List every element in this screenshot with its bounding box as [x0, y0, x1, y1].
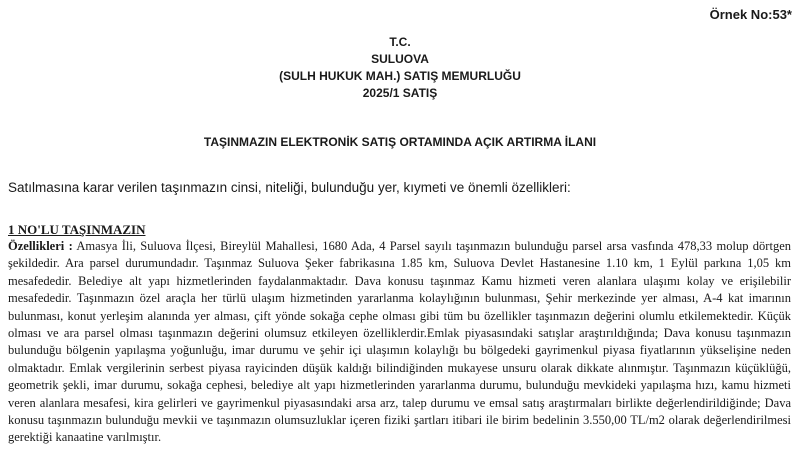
features-text: Amasya İli, Suluova İlçesi, Bireylül Mahallesi, 1680 Ada, 4 Parsel sayılı taşınmazın bulunduğu parsel arsa vasfında 478,33 molup dörtgen şekildedir. Ara parsel durumundadır. Taşınmaz Suluova Şeker fabrikasına 1.85 km, Suluova Devlet Hastanesine 1.10 km, 1 Eylül parkına 1,05 km mesafededir. Belediye alt yapı hizmetlerinden faydalanmaktadır. Dava konusu taşınmaz Kamu hizmeti veren alanlara ulaşımı kolay ve erişilebilir mesafededir. Taşınmazın özel araçla her türlü ulaşım hizmetinden yararlanma kolaylığının bulunması, Şehir merkezinde yer alması, A-4 kat imarının bulunması, konut yerleşim alanında yer alması, çift yönde sokağa cephe olması gibi tüm bu özellikler taşınmazın değerini olumlu etkilemektedir. Küçük olması ve ara parsel olması taşınmazın değerini olumsuz etkileyen özelliklerdir.Emlak piyasasındaki satışlar araştırıldığında; Dava konusu taşınmazın bulunduğu bölgenin yapılaşma yoğunluğu, imar durumu ve şehir içi ulaşımın kolaylığı bu bölgedeki gayrimenkul piyasa fiyatlarının yükselişine neden olmaktadır. Emlak vergilerinin serbest piyasa rayicinden düşük kaldığı bilindiğinden mukayese unsuru olarak dikkate alınmıştır. Taşınmazın küçüklüğü, geometrik şekli, imar durumu, sokağa cephesi, belediye alt yapı hizmetlerinden yararlanma durumu, bulunduğu mevkideki yapılaşma hızı, kamu hizmeti veren alanlara mesafesi, kira gelirleri ve gayrimenkul piyasasındaki arsa arz, talep durumu ve emsal satış araştırmaları birlikte değerlendirildiğinde; Dava konusu taşınmazın bulunduğu mevkii ve taşınmazın olumsuzluklar içeren fiziki şartları itibari ile birim bedelinin 3.550,00 TL/m2 olarak değerlendirilmesi gerektiği kanaatine varılmıştır. — [8, 239, 791, 445]
property-features-paragraph — [8, 238, 791, 447]
property-heading: 1 NO'LU TAŞINMAZIN — [8, 222, 146, 237]
intro-paragraph: Satılmasına karar verilen taşınmazın cinsi, niteliği, bulunduğu yer, kıymeti ve önemli özellikleri: — [8, 180, 571, 195]
example-number: Örnek No:53* — [709, 7, 792, 22]
features-label: Özellikleri : — [8, 239, 73, 253]
document-header — [0, 34, 800, 102]
document-title: TAŞINMAZIN ELEKTRONİK SATIŞ ORTAMINDA AÇIK ARTIRMA İLANI — [203, 135, 597, 149]
header-line-file-number: 2025/1 SATIŞ — [362, 86, 438, 100]
header-line-district: SULUOVA — [371, 52, 429, 66]
header-line-office: (SULH HUKUK MAH.) SATIŞ MEMURLUĞU — [279, 69, 521, 83]
header-line-country: T.C. — [389, 35, 411, 49]
